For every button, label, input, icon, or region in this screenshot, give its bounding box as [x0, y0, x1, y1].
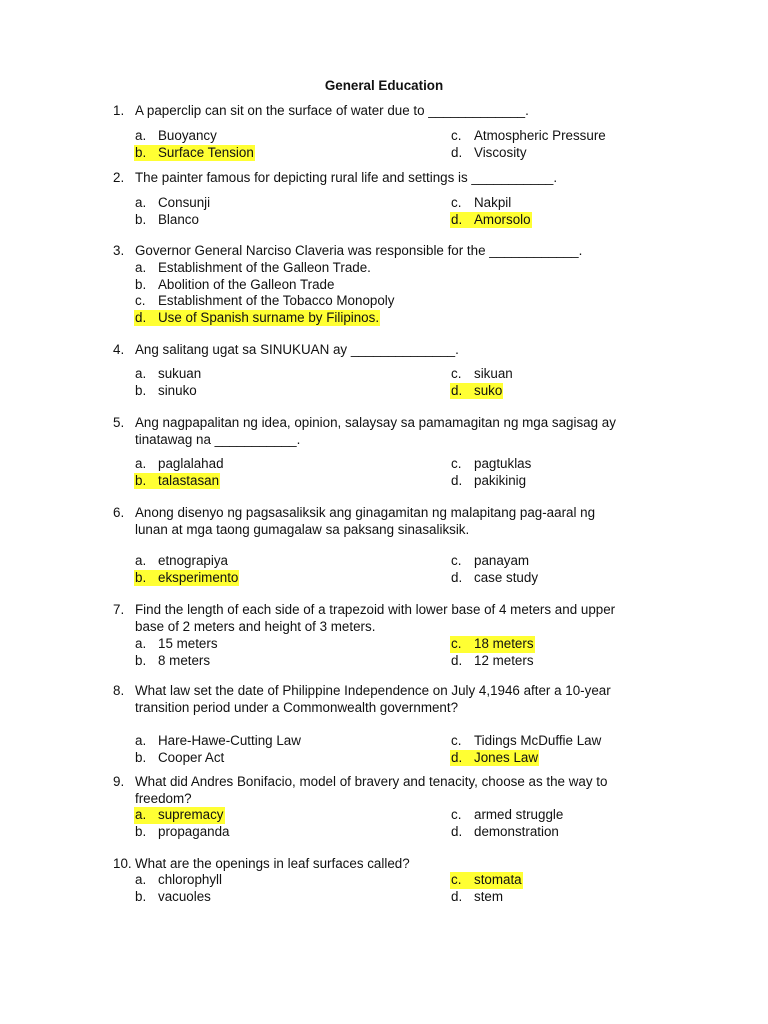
option-text: Viscosity: [474, 144, 527, 160]
option-letter: b.: [135, 144, 147, 160]
option-letter: a.: [135, 807, 147, 822]
question-3: [113, 243, 693, 325]
question-number: 3.: [113, 243, 125, 258]
question-text-continued: freedom?: [135, 790, 192, 806]
option-letter: a.: [135, 872, 147, 887]
option-letter: d.: [451, 823, 463, 839]
option-letter: a.: [135, 260, 147, 275]
question-text-continued: tinatawag na ___________.: [135, 431, 301, 447]
question-number: 5.: [113, 415, 125, 430]
question-6: [113, 505, 693, 585]
option-letter: d.: [451, 888, 463, 904]
option-letter: c.: [451, 195, 462, 210]
option-letter: a.: [135, 636, 147, 651]
option-letter: d.: [451, 144, 463, 160]
option-letter: d.: [451, 382, 463, 398]
option-text: armed struggle: [474, 807, 564, 822]
question-text: Ang salitang ugat sa SINUKUAN ay ______________.: [135, 342, 459, 357]
option-text: vacuoles: [158, 888, 211, 904]
question-number: 6.: [113, 505, 125, 520]
question-number: 4.: [113, 342, 125, 357]
option-letter: c.: [451, 456, 462, 471]
option-letter: a.: [135, 128, 147, 143]
option-text: Amorsolo: [474, 211, 531, 227]
option-text: Use of Spanish surname by Filipinos.: [158, 309, 380, 325]
option-text: Atmospheric Pressure: [474, 128, 606, 143]
option-text: 12 meters: [474, 652, 534, 668]
option-text: panayam: [474, 553, 530, 568]
option-text: eksperimento: [158, 569, 239, 585]
question-text-continued: lunan at mga taong gumagalaw sa paksang sinasaliksik.: [135, 521, 470, 537]
option-text: chlorophyll: [158, 872, 223, 887]
question-text: Governor General Narciso Claveria was responsible for the ____________.: [135, 243, 583, 258]
option-letter: d.: [451, 211, 463, 227]
option-text: Cooper Act: [158, 749, 225, 765]
question-number: 1.: [113, 103, 125, 118]
question-7: [113, 602, 693, 668]
option-letter: d.: [451, 652, 463, 668]
option-letter: b.: [135, 823, 147, 839]
question-text: What are the openings in leaf surfaces called?: [135, 856, 410, 871]
option-text: stem: [474, 888, 504, 904]
option-text: Hare-Hawe-Cutting Law: [158, 733, 301, 748]
question-number: 7.: [113, 602, 125, 617]
option-letter: b.: [135, 276, 147, 292]
question-number: 10.: [113, 856, 132, 871]
option-text: Buoyancy: [158, 128, 217, 143]
option-letter: c.: [451, 636, 462, 651]
option-text: Jones Law: [474, 749, 539, 765]
question-text: What did Andres Bonifacio, model of bravery and tenacity, choose as the way to: [135, 774, 608, 789]
option-letter: c.: [135, 293, 146, 308]
question-number: 2.: [113, 170, 125, 185]
option-text: pagtuklas: [474, 456, 532, 471]
option-text: suko: [474, 382, 503, 398]
option-letter: b.: [135, 749, 147, 765]
option-text: pakikinig: [474, 472, 527, 488]
option-text: propaganda: [158, 823, 230, 839]
option-text: supremacy: [158, 807, 224, 822]
option-text: Surface Tension: [158, 144, 254, 160]
option-text: sukuan: [158, 366, 202, 381]
option-letter: c.: [451, 553, 462, 568]
option-text: Consunji: [158, 195, 211, 210]
question-9: [113, 774, 693, 839]
option-letter: c.: [451, 128, 462, 143]
question-2: [113, 170, 693, 227]
option-letter: b.: [135, 472, 147, 488]
option-letter: a.: [135, 733, 147, 748]
option-letter: b.: [135, 888, 147, 904]
question-number: 9.: [113, 774, 125, 789]
option-text: 8 meters: [158, 652, 211, 668]
option-letter: a.: [135, 195, 147, 210]
option-text: case study: [474, 569, 539, 585]
question-10: [113, 856, 693, 904]
option-text: Establishment of the Tobacco Monopoly: [158, 293, 395, 308]
option-letter: d.: [451, 569, 463, 585]
option-letter: a.: [135, 456, 147, 471]
option-letter: b.: [135, 211, 147, 227]
option-letter: b.: [135, 382, 147, 398]
option-letter: c.: [451, 733, 462, 748]
option-letter: a.: [135, 553, 147, 568]
option-text: etnograpiya: [158, 553, 228, 568]
question-text: Find the length of each side of a trapezoid with lower base of 4 meters and upper: [135, 602, 616, 617]
question-text-continued: transition period under a Commonwealth government?: [135, 699, 459, 715]
question-4: [113, 342, 693, 398]
option-text: Tidings McDuffie Law: [474, 733, 602, 748]
question-1: [113, 103, 693, 160]
option-text: 15 meters: [158, 636, 218, 651]
option-letter: a.: [135, 366, 147, 381]
question-text: Ang nagpapalitan ng idea, opinion, salaysay sa pamamagitan ng mga sagisag ay: [135, 415, 616, 430]
question-text: A paperclip can sit on the surface of water due to _____________.: [135, 103, 529, 118]
option-letter: b.: [135, 652, 147, 668]
option-text: demonstration: [474, 823, 559, 839]
option-text: talastasan: [158, 472, 220, 488]
option-text: Blanco: [158, 211, 199, 227]
question-8: [113, 683, 693, 765]
option-letter: d.: [451, 749, 463, 765]
option-text: sikuan: [474, 366, 513, 381]
option-letter: c.: [451, 366, 462, 381]
option-text: Establishment of the Galleon Trade.: [158, 260, 371, 275]
question-text: What law set the date of Philippine Independence on July 4,1946 after a 10-year: [135, 683, 611, 698]
page-title: General Education: [324, 78, 444, 93]
option-letter: c.: [451, 807, 462, 822]
option-text: stomata: [474, 872, 522, 887]
option-letter: c.: [451, 872, 462, 887]
question-5: [113, 415, 693, 488]
option-text: 18 meters: [474, 636, 534, 651]
option-text: Nakpil: [474, 195, 512, 210]
option-text: sinuko: [158, 382, 197, 398]
question-number: 8.: [113, 683, 125, 698]
question-text-continued: base of 2 meters and height of 3 meters.: [135, 618, 376, 634]
option-letter: b.: [135, 569, 147, 585]
option-letter: d.: [451, 472, 463, 488]
question-text: The painter famous for depicting rural life and settings is ___________.: [135, 170, 558, 185]
option-text: Abolition of the Galleon Trade: [158, 276, 335, 292]
option-letter: d.: [135, 309, 147, 325]
question-text: Anong disenyo ng pagsasaliksik ang ginagamitan ng malapitang pag-aaral ng: [135, 505, 596, 520]
option-text: paglalahad: [158, 456, 224, 471]
